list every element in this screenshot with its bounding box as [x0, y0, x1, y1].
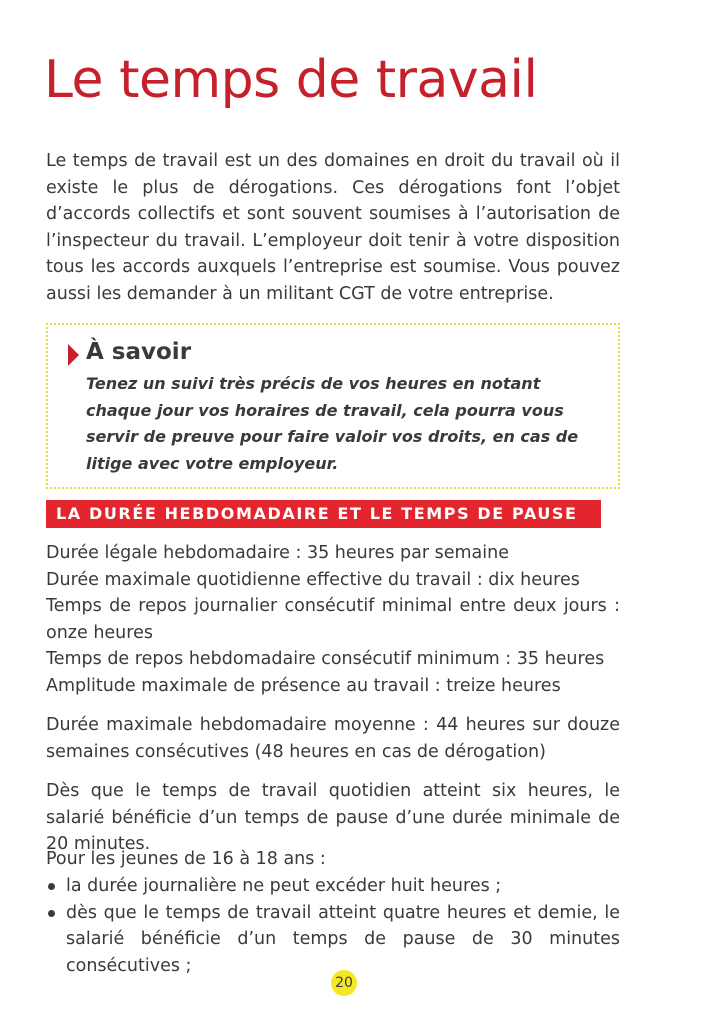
triangle-arrow-right-icon: [68, 344, 79, 366]
section-heading: LA DURÉE HEBDOMADAIRE ET LE TEMPS DE PAUSE: [46, 500, 601, 528]
list-item: dès que le temps de travail atteint quatre heures et demie, le salarié bénéficie d’un temps de pause de 30 minutes consécutives ;: [46, 900, 620, 980]
a-savoir-title: À savoir: [86, 339, 192, 365]
pause-time-paragraph: Dès que le temps de travail quotidien atteint six heures, le salarié bénéficie d’un temps de pause d’une durée minimale de 20 minutes.: [46, 781, 620, 854]
young-workers-list: [46, 873, 620, 979]
fact-item: Durée légale hebdomadaire : 35 heures par semaine: [46, 543, 509, 563]
intro-paragraph: Le temps de travail est un des domaines en droit du travail où il existe le plus de dérogations. Ces dérogations font l’objet d’accords collectifs et sont souvent soumises à l’autorisation de l’inspecteur du travail. L’employeur doit tenir à votre disposition tous les accords auxquels l’entreprise est soumise. Vous pouvez aussi les demander à un militant CGT de votre entreprise.: [46, 151, 620, 304]
max-weekly-average-paragraph: Durée maximale hebdomadaire moyenne : 44 heures sur douze semaines consécutives (48 heures en cas de dérogation): [46, 715, 620, 762]
a-savoir-text: Tenez un suivi très précis de vos heures en notant chaque jour vos horaires de travail, cela pourra vous servir de preuve pour faire valoir vos droits, en cas de litige avec votre employeur.: [86, 374, 579, 473]
weekly-duration-facts: [46, 540, 620, 699]
fact-item: Temps de repos journalier consécutif minimal entre deux jours : onze heures: [46, 596, 620, 643]
fact-item: Durée maximale quotidienne effective du travail : dix heures: [46, 569, 580, 590]
fact-item: Temps de repos hebdomadaire consécutif minimum : 35 heures: [46, 649, 605, 669]
page-title: Le temps de travail: [44, 50, 538, 110]
list-item: la durée journalière ne peut excéder huit heures ;: [46, 873, 620, 900]
page-number-badge: 20: [331, 970, 357, 996]
a-savoir-callout: [46, 323, 620, 489]
young-workers-intro: Pour les jeunes de 16 à 18 ans :: [46, 849, 326, 869]
fact-item: Amplitude maximale de présence au travail : treize heures: [46, 675, 561, 696]
